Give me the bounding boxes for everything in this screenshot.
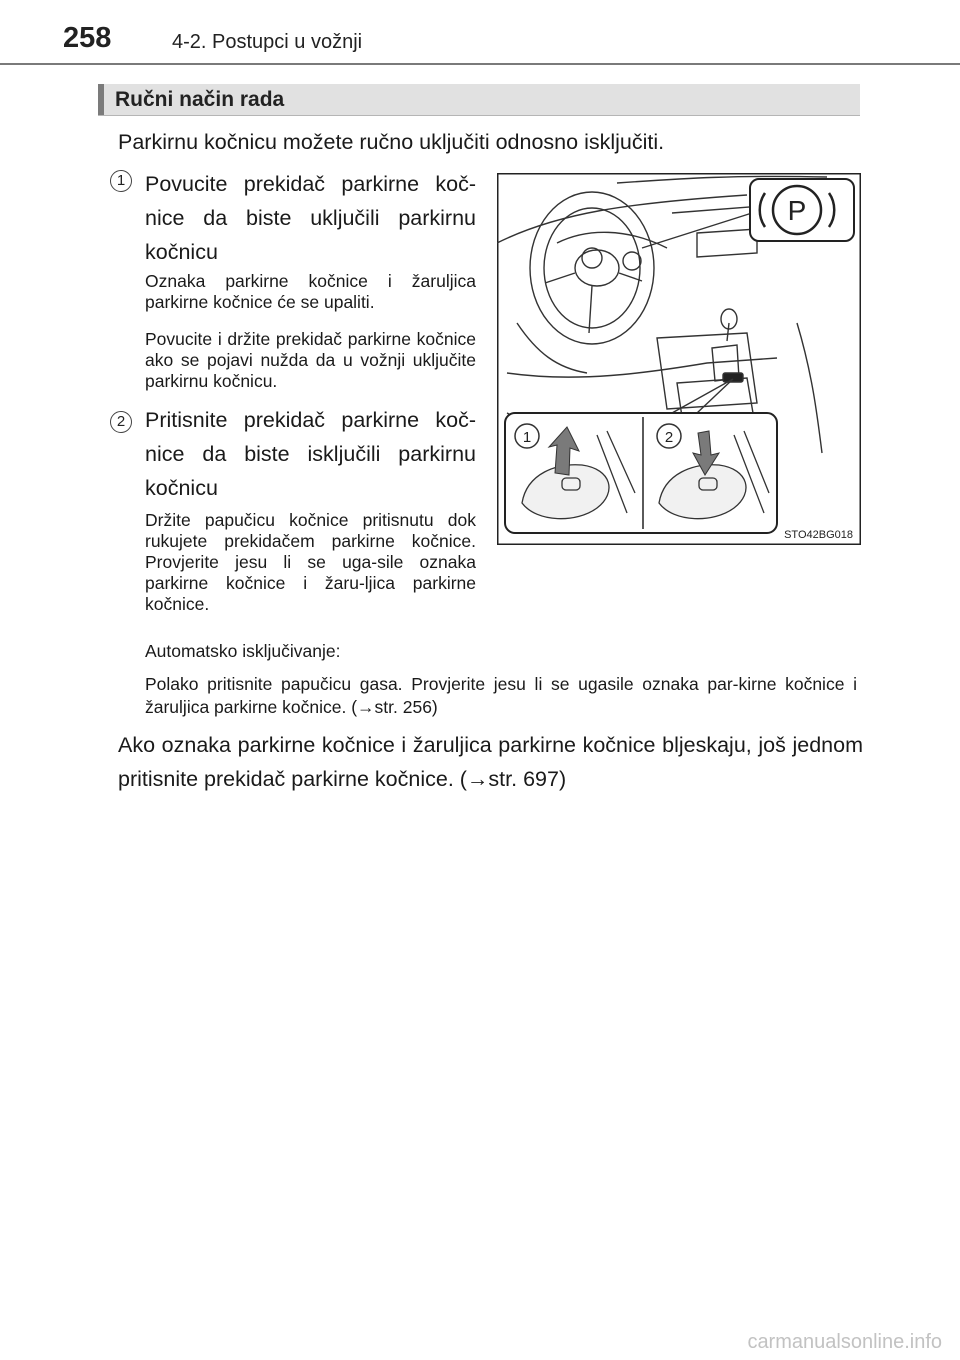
callout-1: 1 [522, 429, 532, 446]
section-title: Ručni način rada [115, 88, 285, 111]
step-1-note-2: Povucite i držite prekidač parkirne kočnice ako se pojavi nužda da u vožnji uključite parkirnu kočnicu. [145, 329, 476, 391]
step-2-note-3: Polako pritisnite papučicu gasa. Provjerite jesu li se ugasile oznaka par-kirne kočnice i žaruljica parkirne kočnice. (→str. 256) [145, 674, 857, 717]
intro-text: Parkirnu kočnicu možete ručno uključiti odnosno isključiti. [118, 130, 665, 154]
section-accent [98, 84, 104, 115]
header-rule [0, 63, 960, 65]
step-1-note-1: Oznaka parkirne kočnice i žaruljica parkirne kočnice će se upaliti. [145, 271, 476, 312]
callout-2: 2 [664, 429, 674, 446]
watermark: carmanualsonline.info [747, 1331, 942, 1353]
parking-brake-symbol-icon [750, 179, 854, 241]
step-2-note-2: Automatsko isključivanje: [145, 641, 341, 661]
closing-text: Ako oznaka parkirne kočnice i žaruljica parkirne kočnice bljeskaju, još jednom pritisnite prekidač parkirne kočnice. (→str. 697) [118, 733, 863, 791]
step-2-note-1: Držite papučicu kočnice pritisnutu dok rukujete prekidačem parkirne kočnice. Provjerite jesu li se uga-sile oznaka parkirne kočnice i žaru-ljica parkirne kočnice. [145, 510, 476, 614]
step-2-text: Pritisnite prekidač parkirne koč-nice da biste isključili parkirnu kočnicu [145, 408, 476, 500]
figure-code: STO42BG018 [784, 529, 853, 541]
step-1-text: Povucite prekidač parkirne koč-nice da biste uključili parkirnu kočnicu [145, 172, 476, 264]
parking-symbol-letter: P [787, 195, 807, 226]
page-number: 258 [63, 22, 112, 54]
step-2-number: 2 [110, 411, 132, 433]
step-1-number: 1 [110, 170, 132, 192]
section-heading [98, 84, 860, 116]
parking-brake-illustration [497, 173, 861, 545]
chapter-title: 4-2. Postupci u vožnji [172, 31, 363, 53]
